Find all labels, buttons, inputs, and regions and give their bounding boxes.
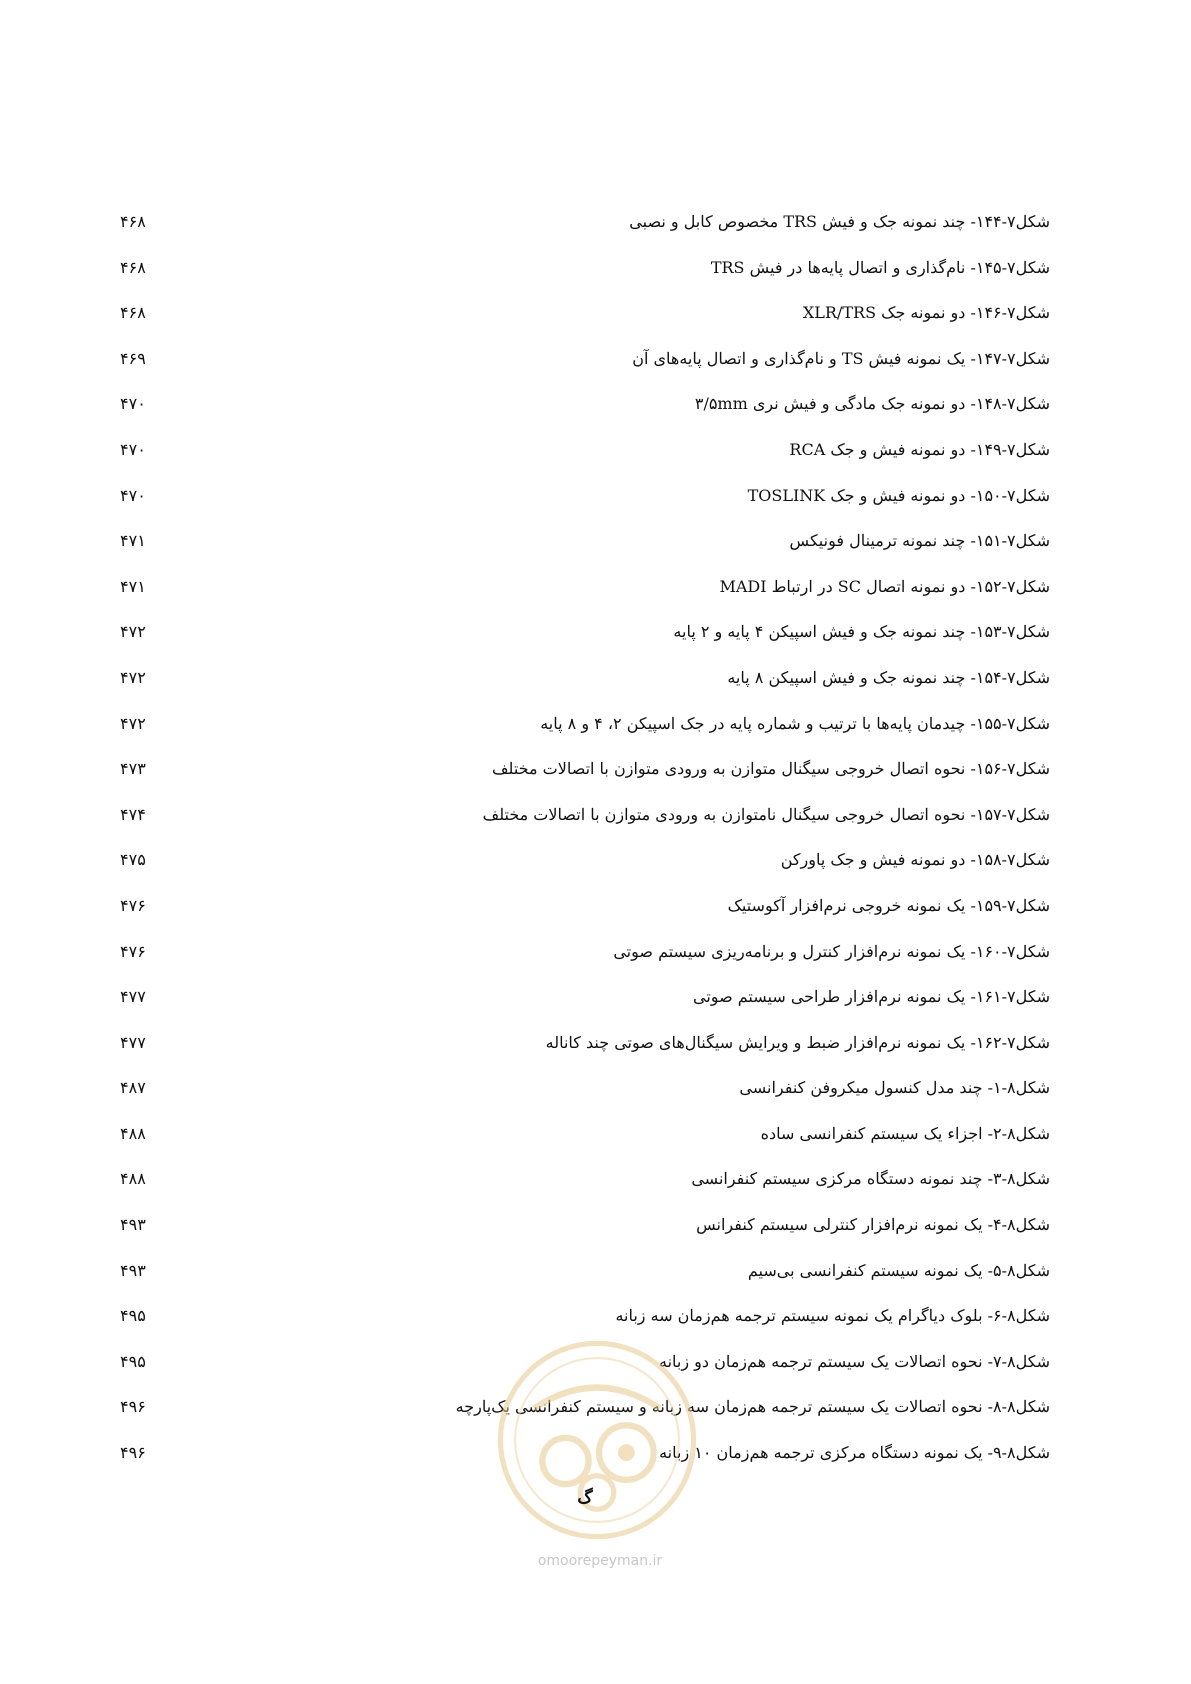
toc-entry xyxy=(120,621,1050,667)
page-reference: ۴۷۲ xyxy=(120,622,146,642)
toc-entry xyxy=(120,439,1050,485)
page-reference: ۴۷۲ xyxy=(120,713,146,733)
figure-caption: شکل۷-۱۵۷- نحوه اتصال خروجی سیگنال نامتوازن به ورودی متوازن با اتصالات مختلف xyxy=(482,804,1050,824)
toc-entry xyxy=(120,348,1050,394)
figure-caption: شکل۷-۱۴۵- نام‌گذاری و اتصال پایه‌ها در فیش TRS xyxy=(710,257,1050,277)
page-reference: ۴۹۶ xyxy=(120,1397,146,1417)
page-reference: ۴۶۸ xyxy=(120,257,146,277)
page-reference: ۴۷۰ xyxy=(120,439,146,459)
page-reference: ۴۷۷ xyxy=(120,987,146,1007)
page-reference: ۴۹۶ xyxy=(120,1443,146,1463)
figure-caption: شکل۸-۹- یک نمونه دستگاه مرکزی ترجمه هم‌زمان ۱۰ زبانه xyxy=(659,1443,1050,1463)
figure-caption: شکل۷-۱۴۶- دو نمونه جک XLR/TRS xyxy=(802,303,1050,323)
page-reference: ۴۶۸ xyxy=(120,303,146,323)
page-reference: ۴۹۳ xyxy=(120,1260,146,1280)
toc-entry xyxy=(120,941,1050,987)
page-reference: ۴۷۱ xyxy=(120,531,146,551)
list-of-figures xyxy=(120,211,1050,1488)
toc-entry xyxy=(120,849,1050,895)
figure-caption: شکل۷-۱۵۴- چند نمونه جک و فیش اسپیکن ۸ پایه xyxy=(727,667,1050,687)
page-reference: ۴۸۸ xyxy=(120,1169,146,1189)
figure-caption: شکل۷-۱۶۰- یک نمونه نرم‌افزار کنترل و برنامه‌ریزی سیستم صوتی xyxy=(613,941,1050,961)
figure-caption: شکل۷-۱۶۲- یک نمونه نرم‌افزار ضبط و ویرایش سیگنال‌های صوتی چند کاناله xyxy=(545,1032,1050,1052)
toc-entry xyxy=(120,302,1050,348)
figure-caption: شکل۷-۱۵۹- یک نمونه خروجی نرم‌افزار آکوستیک xyxy=(727,895,1050,915)
toc-entry xyxy=(120,211,1050,257)
figure-caption: شکل۷-۱۴۹- دو نمونه فیش و جک RCA xyxy=(789,439,1050,459)
figure-caption: شکل۸-۳- چند نمونه دستگاه مرکزی سیستم کنفرانسی xyxy=(691,1169,1050,1189)
watermark-seal-icon xyxy=(492,1335,702,1545)
page-reference: ۴۸۷ xyxy=(120,1078,146,1098)
page-number: گ xyxy=(577,1488,593,1508)
toc-entry xyxy=(120,1260,1050,1306)
toc-entry xyxy=(120,667,1050,713)
toc-entry xyxy=(120,1077,1050,1123)
watermark-text: omoorepeyman.ir xyxy=(537,1553,663,1569)
figure-caption: شکل۷-۱۴۴- چند نمونه جک و فیش TRS مخصوص کابل و نصبی xyxy=(629,212,1050,231)
page-reference: ۴۶۹ xyxy=(120,348,146,368)
page-reference: ۴۷۱ xyxy=(120,576,146,596)
figure-caption: شکل۷-۱۴۷- یک نمونه فیش TS و نام‌گذاری و اتصال پایه‌های آن xyxy=(632,348,1050,368)
page-reference: ۴۷۴ xyxy=(120,804,146,824)
page-reference: ۴۸۸ xyxy=(120,1123,146,1143)
toc-entry xyxy=(120,393,1050,439)
page-reference: ۴۷۷ xyxy=(120,1032,146,1052)
page-reference: ۴۹۵ xyxy=(120,1351,146,1371)
toc-entry xyxy=(120,1032,1050,1078)
figure-caption: شکل۷-۱۵۲- دو نمونه اتصال SC در ارتباط MADI xyxy=(719,576,1050,596)
figure-caption: شکل۸-۲- اجزاء یک سیستم کنفرانسی ساده xyxy=(760,1123,1050,1143)
toc-entry xyxy=(120,485,1050,531)
figure-caption: شکل۸-۱- چند مدل کنسول میکروفن کنفرانسی xyxy=(739,1078,1050,1098)
toc-entry xyxy=(120,758,1050,804)
page-reference: ۴۹۳ xyxy=(120,1215,146,1235)
figure-caption: شکل۷-۱۵۰- دو نمونه فیش و جک TOSLINK xyxy=(747,485,1050,505)
figure-caption: شکل۷-۱۶۱- یک نمونه نرم‌افزار طراحی سیستم صوتی xyxy=(693,987,1050,1007)
page-reference: ۴۷۶ xyxy=(120,941,146,961)
toc-entry xyxy=(120,576,1050,622)
figure-caption: شکل۸-۵- یک نمونه سیستم کنفرانسی بی‌سیم xyxy=(747,1260,1050,1280)
figure-caption: شکل۸-۴- یک نمونه نرم‌افزار کنترلی سیستم کنفرانس xyxy=(696,1215,1050,1235)
toc-entry xyxy=(120,1168,1050,1214)
page-reference: ۴۷۰ xyxy=(120,485,146,505)
figure-caption: شکل۷-۱۵۱- چند نمونه ترمینال فونیکس xyxy=(789,531,1050,551)
toc-entry xyxy=(120,1123,1050,1169)
figure-caption: شکل۷-۱۵۵- چیدمان پایه‌ها با ترتیب و شماره پایه در جک اسپیکن ۲، ۴ و ۸ پایه xyxy=(540,713,1050,733)
figure-caption: شکل۷-۱۵۶- نحوه اتصال خروجی سیگنال متوازن به ورودی متوازن با اتصالات مختلف xyxy=(491,759,1050,779)
page-reference: ۴۷۰ xyxy=(120,394,146,414)
figure-caption: شکل۷-۱۴۸- دو نمونه جک مادگی و فیش نری ۳/۵mm xyxy=(694,394,1050,414)
toc-entry xyxy=(120,1214,1050,1260)
toc-entry xyxy=(120,986,1050,1032)
page-reference: ۴۷۵ xyxy=(120,850,146,870)
page-reference: ۴۶۸ xyxy=(120,212,146,231)
figure-caption: شکل۷-۱۵۸- دو نمونه فیش و جک پاورکن xyxy=(780,850,1050,870)
toc-entry xyxy=(120,530,1050,576)
toc-entry xyxy=(120,895,1050,941)
page-reference: ۴۷۳ xyxy=(120,759,146,779)
page-reference: ۴۹۵ xyxy=(120,1306,146,1326)
toc-entry xyxy=(120,257,1050,303)
figure-caption: شکل۸-۷- نحوه اتصالات یک سیستم ترجمه هم‌زمان دو زبانه xyxy=(658,1351,1050,1371)
toc-entry xyxy=(120,713,1050,759)
page-reference: ۴۷۲ xyxy=(120,667,146,687)
figure-caption: شکل۷-۱۵۳- چند نمونه جک و فیش اسپیکن ۴ پایه و ۲ پایه xyxy=(673,622,1050,642)
figure-caption: شکل۸-۸- نحوه اتصالات یک سیستم ترجمه هم‌زمان سه زبانه و سیستم کنفرانسی یک‌پارچه xyxy=(455,1397,1050,1417)
page-reference: ۴۷۶ xyxy=(120,895,146,915)
figure-caption: شکل۸-۶- بلوک دیاگرام یک نمونه سیستم ترجمه هم‌زمان سه زبانه xyxy=(615,1306,1050,1326)
toc-entry xyxy=(120,804,1050,850)
